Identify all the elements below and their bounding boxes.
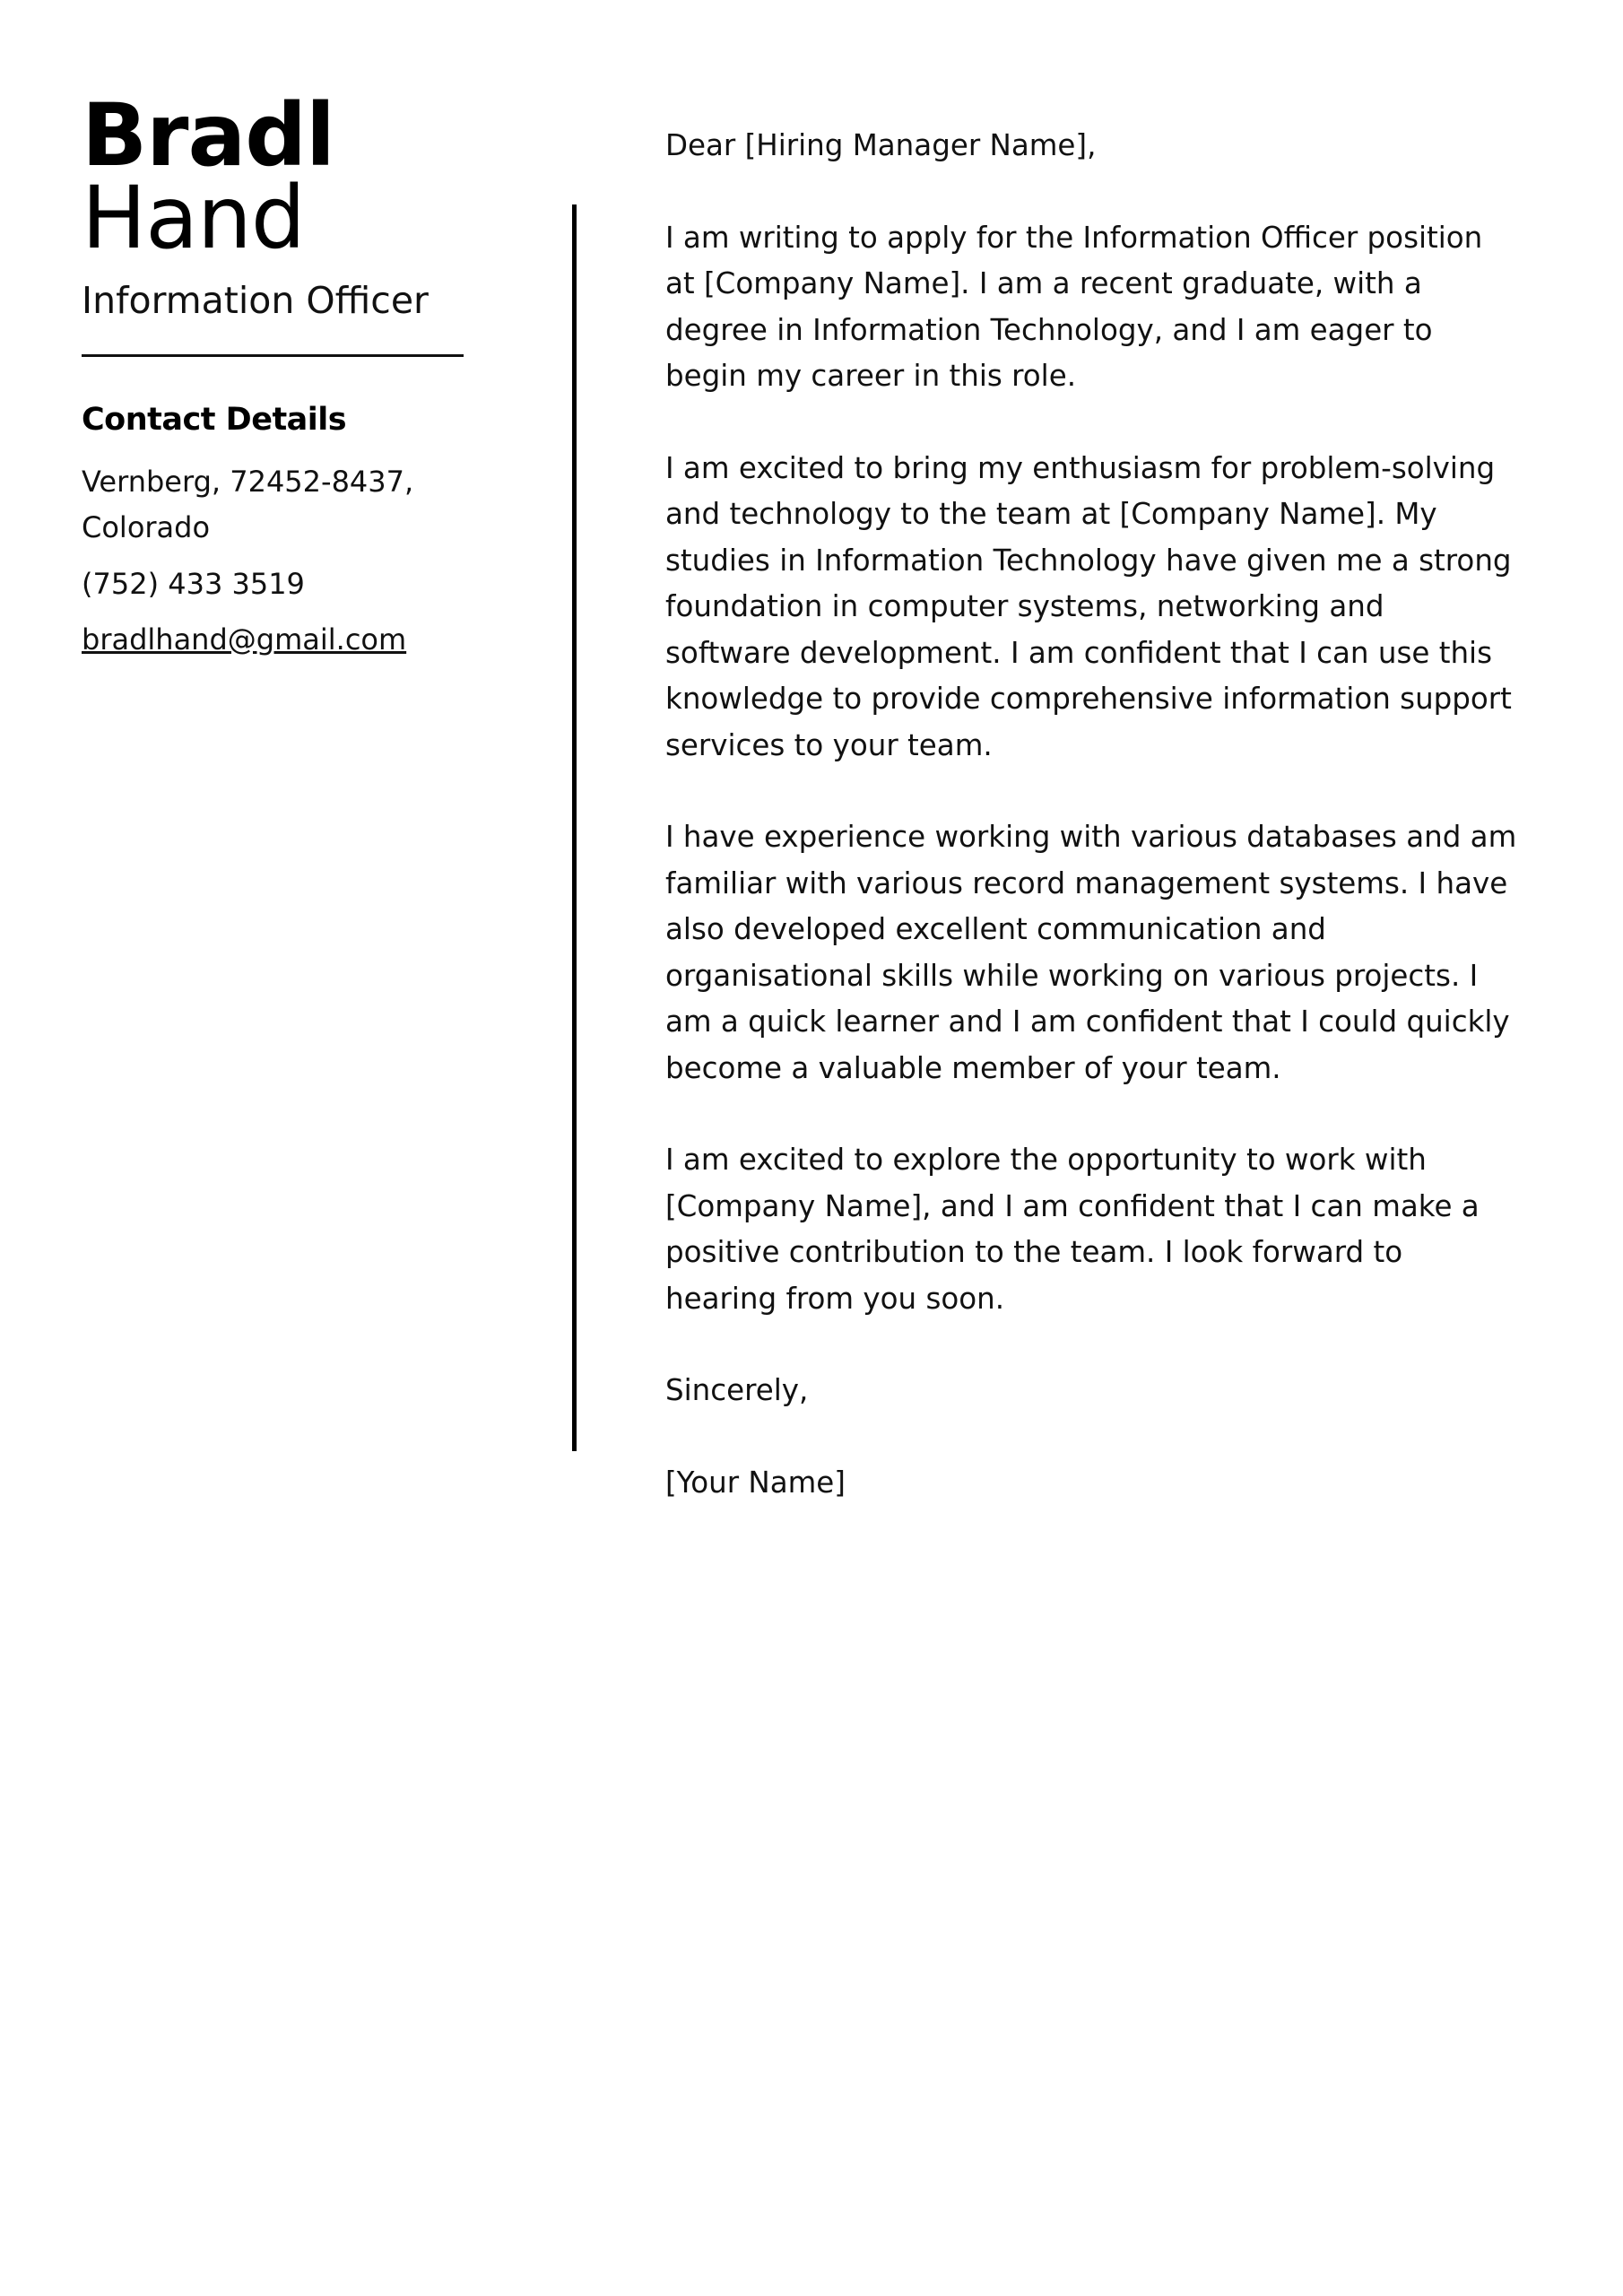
applicant-last-name: Hand [82,168,305,268]
letter-paragraph: I have experience working with various databases and am familiar with various record management systems. I have also developed excellent communication and organisational skills while working on various projects. I am a quick learner and I am confident that I could quickly become a valuable member of your team. [665,820,1517,1085]
contact-phone: (752) 433 3519 [82,567,305,601]
vertical-divider [572,204,577,1451]
applicant-first-name: Bradl [82,85,334,186]
job-title: Information Officer [82,279,429,322]
letter-closing: Sincerely, [665,1373,809,1407]
letter-paragraph: I am excited to bring my enthusiasm for problem-solving and technology to the team at [Company Name]. My studies in Information Technology have given me a strong foundation in computer systems, networking and software development. I am confident that I can use this knowledge to provide comprehensive information support services to your team. [665,450,1512,762]
letter-signature: [Your Name] [665,1465,846,1500]
title-divider [82,354,464,357]
contact-heading: Contact Details [82,402,347,438]
sidebar [82,85,476,663]
letter-body [665,123,1517,1552]
contact-email-link[interactable]: bradlhand@gmail.com [82,622,407,657]
letter-salutation: Dear [Hiring Manager Name], [665,128,1097,162]
letter-paragraph: I am writing to apply for the Information Officer position at [Company Name]. I am a recent graduate, with a degree in Information Technology, and I am eager to begin my career in this role. [665,220,1483,393]
letter-paragraph: I am excited to explore the opportunity to work with [Company Name], and I am confident that I can make a positive contribution to the team. I look forward to hearing from you soon. [665,1143,1480,1316]
contact-address: Vernberg, 72452-8437, Colorado [82,465,414,544]
